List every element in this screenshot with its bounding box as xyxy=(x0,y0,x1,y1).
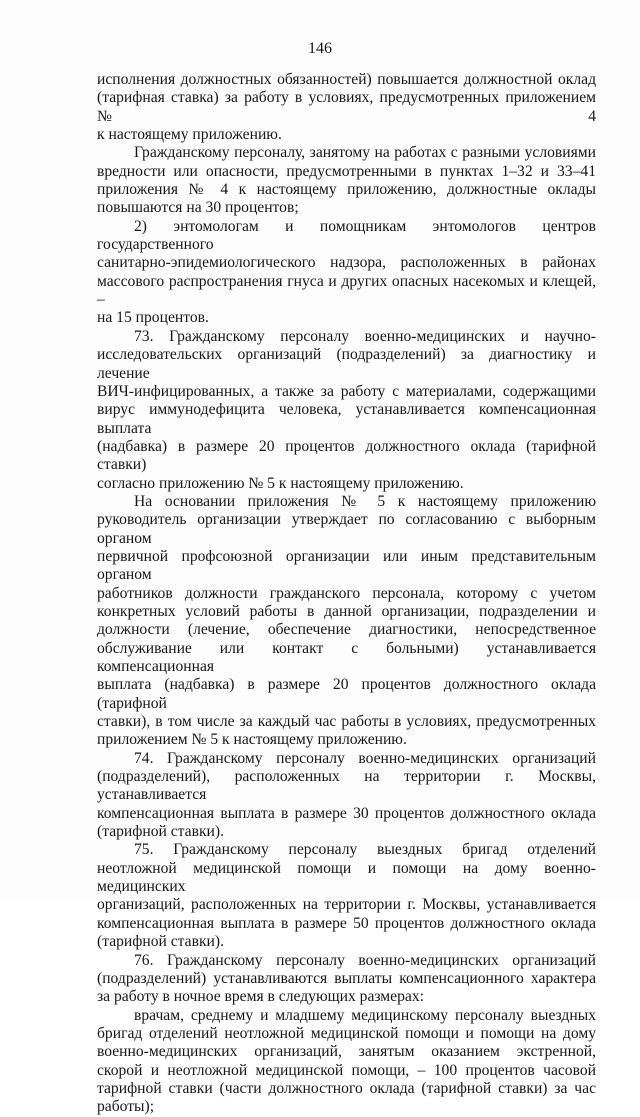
text-line: Гражданскому персоналу, занятому на работах с разными условиями xyxy=(134,144,596,162)
text-line: (тарифная ставка) за работу в условиях, предусмотренных приложением № 4 xyxy=(97,89,596,125)
text-line: военно-медицинских организаций, занятым оказанием экстренной, xyxy=(97,1043,596,1061)
text-line: неотложной медицинской помощи и помощи на дому военно-медицинских xyxy=(97,859,596,896)
text-line: выплата (надбавка) в размере 20 процентов должностного оклада (тарифной xyxy=(97,676,596,712)
text-line: должности (лечение, обеспечение диагностики, непосредственное xyxy=(97,621,596,639)
text-line: на 15 процентов. xyxy=(97,309,209,327)
text-line: 2) энтомологам и помощникам энтомологов центров государственного xyxy=(97,217,596,254)
text-line: повышаются на 30 процентов; xyxy=(97,199,299,217)
text-line: исследовательских организаций (подразделений) за диагностику и лечение xyxy=(97,346,596,382)
text-line: работы); xyxy=(97,1098,155,1116)
text-line: 73. Гражданскому персоналу военно-медицинских и научно- xyxy=(134,327,596,345)
text-line: работников должности гражданского персонала, которому с учетом xyxy=(97,584,596,602)
text-line: скорой и неотложной медицинской помощи, – 100 процентов часовой xyxy=(97,1061,596,1079)
text-line: приложения № 4 к настоящему приложению, должностные оклады xyxy=(97,181,596,199)
text-line: (надбавка) в размере 20 процентов должностного оклада (тарифной ставки) xyxy=(97,437,596,474)
text-line: (подразделений), расположенных на территории г. Москвы, устанавливается xyxy=(97,768,596,804)
text-line: бригад отделений неотложной медицинской помощи и помощи на дому xyxy=(97,1024,596,1042)
text-line: санитарно-эпидемиологического надзора, расположенных в районах xyxy=(97,254,596,272)
text-line: врачам, среднему и младшему медицинскому персоналу выездных xyxy=(134,1006,596,1024)
text-line: к настоящему приложению. xyxy=(97,126,282,144)
text-line: согласно приложению № 5 к настоящему приложению. xyxy=(97,474,464,492)
text-line: массового распространения гнуса и других опасных насекомых и клещей, – xyxy=(97,272,596,309)
text-line: первичной профсоюзной организации или иным представительным органом xyxy=(97,547,596,584)
text-line: (подразделений) устанавливаются выплаты компенсационного характера xyxy=(97,969,596,987)
text-line: руководитель организации утверждает по согласованию с выборным органом xyxy=(97,511,596,547)
text-line: (тарифной ставки). xyxy=(97,823,224,841)
text-line: ВИЧ-инфицированных, а также за работу с материалами, содержащими xyxy=(97,382,596,400)
text-line: 74. Гражданскому персоналу военно-медицинских организаций xyxy=(134,749,596,767)
text-line: вирус иммунодефицита человека, устанавливается компенсационная выплата xyxy=(97,401,596,437)
text-line: 75. Гражданскому персоналу выездных бригад отделений xyxy=(134,841,596,859)
text-line: конкретных условий работы в данной организации, подразделении и xyxy=(97,602,596,620)
text-line: На основании приложения № 5 к настоящему приложению xyxy=(134,492,596,510)
page-number: 146 xyxy=(308,40,332,57)
text-line: 76. Гражданскому персоналу военно-медицинских организаций xyxy=(134,951,596,969)
text-line: обслуживание или контакт с больными) устанавливается компенсационная xyxy=(97,639,596,675)
text-line: ставки), в том числе за каждый час работы в условиях, предусмотренных xyxy=(97,713,596,731)
document-body xyxy=(97,71,596,1117)
text-line: компенсационная выплата в размере 50 процентов должностного оклада xyxy=(97,914,596,932)
text-line: исполнения должностных обязанностей) повышается должностной оклад xyxy=(97,71,596,88)
text-line: компенсационная выплата в размере 30 процентов должностного оклада xyxy=(97,804,596,822)
text-line: приложением № 5 к настоящему приложению. xyxy=(97,731,407,749)
text-line: тарифной ставки (части должностного оклада (тарифной ставки) за час xyxy=(97,1079,596,1097)
text-line: организаций, расположенных на территории г. Москвы, устанавливается xyxy=(97,896,596,914)
text-line: за работу в ночное время в следующих размерах: xyxy=(97,988,424,1006)
text-line: вредности или опасности, предусмотренными в пунктах 1–32 и 33–41 xyxy=(97,162,596,180)
text-line: (тарифной ставки). xyxy=(97,933,224,951)
